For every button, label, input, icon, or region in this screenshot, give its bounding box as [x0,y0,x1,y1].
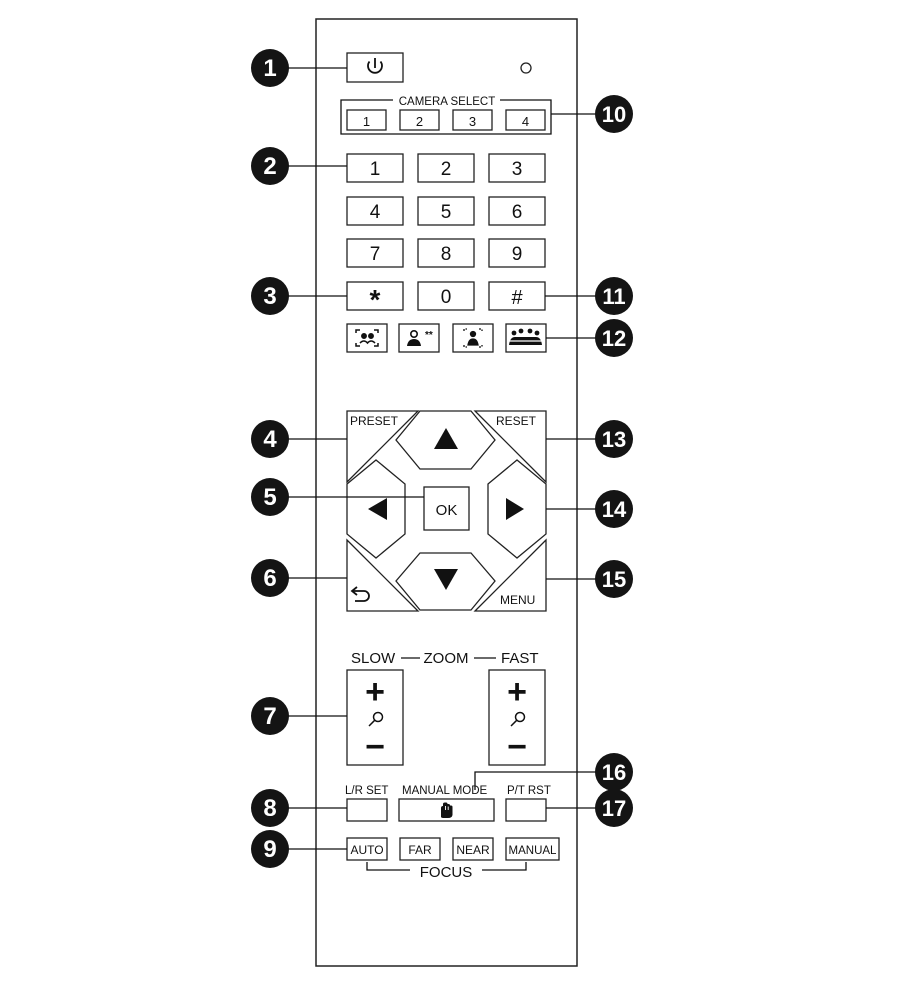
settings-row [345,785,551,821]
focus-near-button[interactable] [453,838,493,860]
zoom-slow-rocker[interactable] [347,670,403,766]
focus-button-label: AUTO [350,843,384,857]
callout-15 [595,560,633,598]
lr-set-button[interactable] [347,799,387,821]
callout-10 [595,95,633,133]
key-label: 9 [511,244,523,265]
callout-1 [251,49,289,87]
svg-text:**: ** [425,330,433,341]
key-3[interactable] [489,154,545,182]
camera-select-label: 4 [521,114,530,129]
focus-button-label: FAR [408,843,432,857]
person-star-button[interactable] [399,324,439,352]
callout-number: 5 [263,484,277,511]
camera-select-button-1[interactable] [347,110,386,130]
camera-select-label: 1 [362,114,371,129]
key-7[interactable] [347,239,403,267]
focus-manual-button[interactable] [506,838,559,860]
callout-number: 11 [602,284,626,309]
callout-8 [251,789,289,827]
callout-14 [595,490,633,528]
key-8[interactable] [418,239,474,267]
callout-number: 1 [263,55,277,82]
focus-button-label: MANUAL [508,845,557,857]
callout-number: 10 [601,102,627,127]
camera-select-label: 2 [415,114,424,129]
zoom-fast-rocker[interactable] [489,670,545,766]
manual-mode-button[interactable] [399,799,494,821]
zoom-out-label: − [507,728,527,766]
callout-number: 9 [263,836,277,863]
key-9[interactable] [489,239,545,267]
callout-2 [251,147,289,185]
callout-11 [595,277,633,315]
ok-button[interactable] [424,487,469,530]
pt-rst-button[interactable] [506,799,546,821]
callout-number: 12 [601,326,627,351]
preset-label: PRESET [350,414,399,428]
pt-rst-label: P/T RST [507,785,551,797]
callout-number: 17 [601,796,627,821]
camera-select-button-4[interactable] [506,110,545,130]
callout-number: 7 [263,703,277,730]
key-0[interactable] [418,282,474,310]
key-label: 0 [440,287,452,308]
key-label: 5 [440,202,452,223]
manual-mode-label: MANUAL MODE [402,785,488,797]
key-label: 3 [511,159,523,180]
zoom-title: ZOOM [423,650,469,667]
group-framing-button[interactable] [506,324,546,352]
callout-5 [251,478,289,516]
key-star[interactable] [347,282,403,315]
face-tracking-button[interactable] [347,324,387,352]
indicator-led [521,63,531,73]
callout-13 [595,420,633,458]
key-label: # [511,287,523,309]
callout-number: 3 [263,283,277,310]
callout-12 [595,319,633,357]
zoom-in-label: + [507,673,527,711]
focus-title: FOCUS [419,864,473,881]
key-label: 6 [511,202,523,223]
callout-6 [251,559,289,597]
callout-number: 15 [601,567,627,592]
key-4[interactable] [347,197,403,225]
key-5[interactable] [418,197,474,225]
callout-number: 16 [601,760,627,785]
focus-button-label: NEAR [456,843,490,857]
focus-auto-button[interactable] [347,838,387,860]
callout-17 [595,789,633,827]
callout-16 [595,753,633,791]
callout-number: 2 [263,153,277,180]
power-button[interactable] [347,53,403,82]
key-2[interactable] [418,154,474,182]
key-6[interactable] [489,197,545,225]
callout-7 [251,697,289,735]
lr-set-label: L/R SET [345,785,389,797]
camera-select-button-3[interactable] [453,110,492,130]
callout-number: 14 [601,497,627,522]
key-label: 7 [369,244,381,265]
callout-number: 4 [263,426,277,453]
zoom-out-label: − [365,728,385,766]
callout-number: 13 [601,427,627,452]
key-label: 2 [440,159,452,180]
callout-number: 6 [263,565,277,592]
callout-number: 8 [263,795,277,822]
reset-label: RESET [496,414,537,428]
key-label: * [369,284,381,315]
camera-select-button-2[interactable] [400,110,439,130]
menu-label: MENU [500,593,536,607]
key-hash[interactable] [489,282,545,310]
zoom-slow-label: SLOW [351,650,396,667]
camera-select-title: CAMERA SELECT [398,96,496,108]
key-label: 1 [369,159,381,180]
ok-label: OK [435,502,458,519]
zoom-in-label: + [365,673,385,711]
key-1[interactable] [347,154,403,182]
focus-far-button[interactable] [400,838,440,860]
person-focus-button[interactable] [453,324,493,352]
key-label: 8 [440,244,452,265]
navigation-cluster [347,411,546,611]
camera-select-label: 3 [468,114,477,129]
callout-4 [251,420,289,458]
zoom-fast-label: FAST [501,650,539,667]
key-label: 4 [369,202,381,223]
callout-9 [251,830,289,868]
callout-3 [251,277,289,315]
